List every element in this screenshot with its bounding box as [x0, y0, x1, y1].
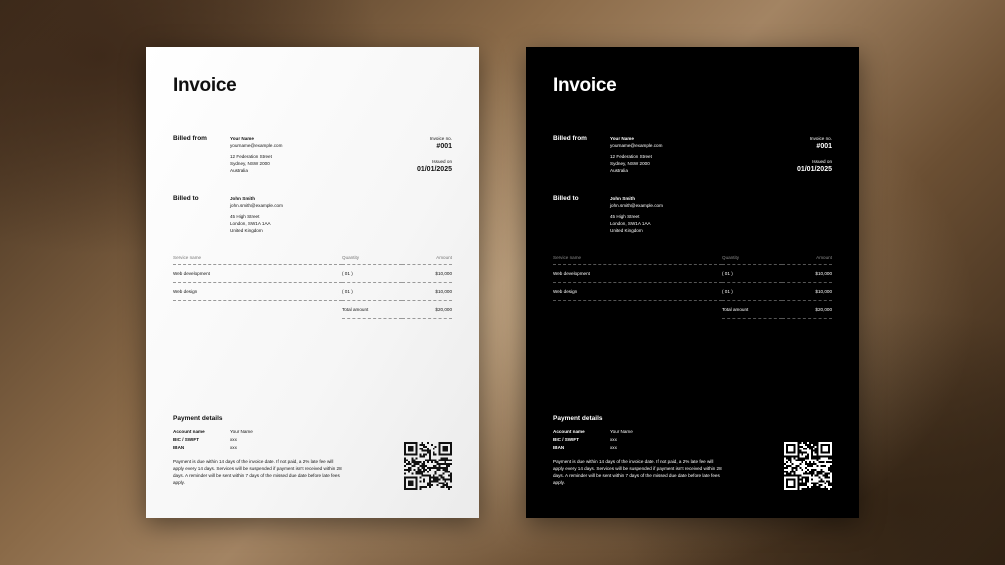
billed-from-details: [230, 135, 282, 174]
iban-label: IBAN: [173, 445, 185, 450]
services-table: [553, 255, 832, 319]
sender-name: Your Name: [610, 136, 634, 141]
recipient-address-line: 45 High Street: [230, 214, 260, 219]
recipient-name: John Smith: [230, 196, 256, 201]
column-header-service: Service name: [553, 255, 722, 265]
sender-address-line: Australia: [610, 168, 628, 173]
account-name-label: Account name: [553, 429, 585, 434]
service-quantity: ( 01 ): [722, 265, 782, 283]
total-amount: $20,000: [402, 301, 452, 319]
recipient-address-line: London, SW1A 1AA: [610, 221, 651, 226]
bic-label: BIC / SWIFT: [173, 437, 200, 442]
invoice-no: #001: [816, 143, 832, 150]
billed-to-label: Billed to: [553, 195, 579, 202]
account-name-value: Your Name: [230, 429, 253, 434]
iban-label: IBAN: [553, 445, 565, 450]
billed-to-details: [610, 195, 663, 234]
invoice-no-label: Invoice no.: [429, 136, 452, 141]
payment-details: [553, 415, 733, 486]
iban-value: xxx: [610, 445, 617, 450]
bic-value: xxx: [230, 437, 237, 442]
service-amount: $10,000: [782, 265, 832, 283]
billed-to-details: [230, 195, 283, 234]
service-name: Web development: [173, 265, 342, 283]
sender-address-line: Australia: [230, 168, 248, 173]
invoice-title: Invoice: [173, 75, 237, 96]
table-row: [553, 265, 832, 283]
recipient-address-line: 45 High Street: [610, 214, 640, 219]
account-name-value: Your Name: [610, 429, 633, 434]
bic-value: xxx: [610, 437, 617, 442]
recipient-address-line: London, SW1A 1AA: [230, 221, 271, 226]
sender-address-line: 12 Federation Street: [230, 154, 272, 159]
qr-code-icon: [404, 442, 452, 490]
service-quantity: ( 01 ): [722, 283, 782, 301]
payment-details: [173, 415, 353, 486]
sender-email: yourname@example.com: [230, 143, 283, 148]
sender-email: yourname@example.com: [610, 143, 663, 148]
service-name: Web design: [553, 283, 722, 301]
table-header-row: [173, 255, 452, 265]
issued-on-label: Issued on: [432, 159, 452, 164]
iban-value: xxx: [230, 445, 237, 450]
billed-from-details: [610, 135, 662, 174]
service-quantity: ( 01 ): [342, 265, 402, 283]
service-amount: $10,000: [402, 283, 452, 301]
column-header-quantity: Quantity: [722, 255, 782, 265]
total-row: [553, 301, 832, 319]
payment-note: Payment is due within 14 days of the invoice date. If not paid, a 2% late fee will apply every 14 days. Services will be suspended if payment isn't received within 28 days. A reminder will be sent within 7 days of the missed due date before late fees apply.: [173, 459, 342, 485]
total-label: Total amount: [722, 301, 782, 319]
invoice-title: Invoice: [553, 75, 617, 96]
recipient-email: john.smith@example.com: [610, 203, 663, 208]
sender-address-line: Sydney, NSW 2000: [610, 161, 650, 166]
invoice-no: #001: [436, 143, 452, 150]
service-quantity: ( 01 ): [342, 283, 402, 301]
sender-address-line: 12 Federation Street: [610, 154, 652, 159]
payment-details-title: Payment details: [173, 415, 223, 422]
recipient-name: John Smith: [610, 196, 636, 201]
services-table: [173, 255, 452, 319]
invoice-meta: [797, 135, 832, 174]
issued-on-date: 01/01/2025: [416, 166, 452, 173]
recipient-address-line: United Kingdom: [230, 228, 263, 233]
table-header-row: [553, 255, 832, 265]
total-row: [173, 301, 452, 319]
issued-on-date: 01/01/2025: [796, 166, 832, 173]
invoice-page-dark: [526, 47, 859, 518]
sender-name: Your Name: [230, 136, 254, 141]
billed-from-label: Billed from: [553, 135, 587, 142]
total-label: Total amount: [342, 301, 402, 319]
payment-details-title: Payment details: [553, 415, 603, 422]
column-header-amount: Amount: [402, 255, 452, 265]
invoice-no-label: Invoice no.: [809, 136, 832, 141]
bic-label: BIC / SWIFT: [553, 437, 580, 442]
table-row: [553, 283, 832, 301]
billed-to-label: Billed to: [173, 195, 199, 202]
billed-from-label: Billed from: [173, 135, 207, 142]
service-amount: $10,000: [402, 265, 452, 283]
service-name: Web development: [553, 265, 722, 283]
recipient-address-line: United Kingdom: [610, 228, 643, 233]
table-row: [173, 283, 452, 301]
sender-address-line: Sydney, NSW 2000: [230, 161, 270, 166]
payment-note: Payment is due within 14 days of the invoice date. If not paid, a 2% late fee will apply every 14 days. Services will be suspended if payment isn't received within 28 days. A reminder will be sent within 7 days of the missed due date before late fees apply.: [553, 459, 722, 485]
recipient-email: john.smith@example.com: [230, 203, 283, 208]
table-row: [173, 265, 452, 283]
account-name-label: Account name: [173, 429, 205, 434]
service-amount: $10,000: [782, 283, 832, 301]
column-header-amount: Amount: [782, 255, 832, 265]
service-name: Web design: [173, 283, 342, 301]
column-header-quantity: Quantity: [342, 255, 402, 265]
invoice-meta: [417, 135, 452, 174]
qr-code-icon: [784, 442, 832, 490]
issued-on-label: Issued on: [812, 159, 832, 164]
invoice-page-light: [146, 47, 479, 518]
total-amount: $20,000: [782, 301, 832, 319]
column-header-service: Service name: [173, 255, 342, 265]
